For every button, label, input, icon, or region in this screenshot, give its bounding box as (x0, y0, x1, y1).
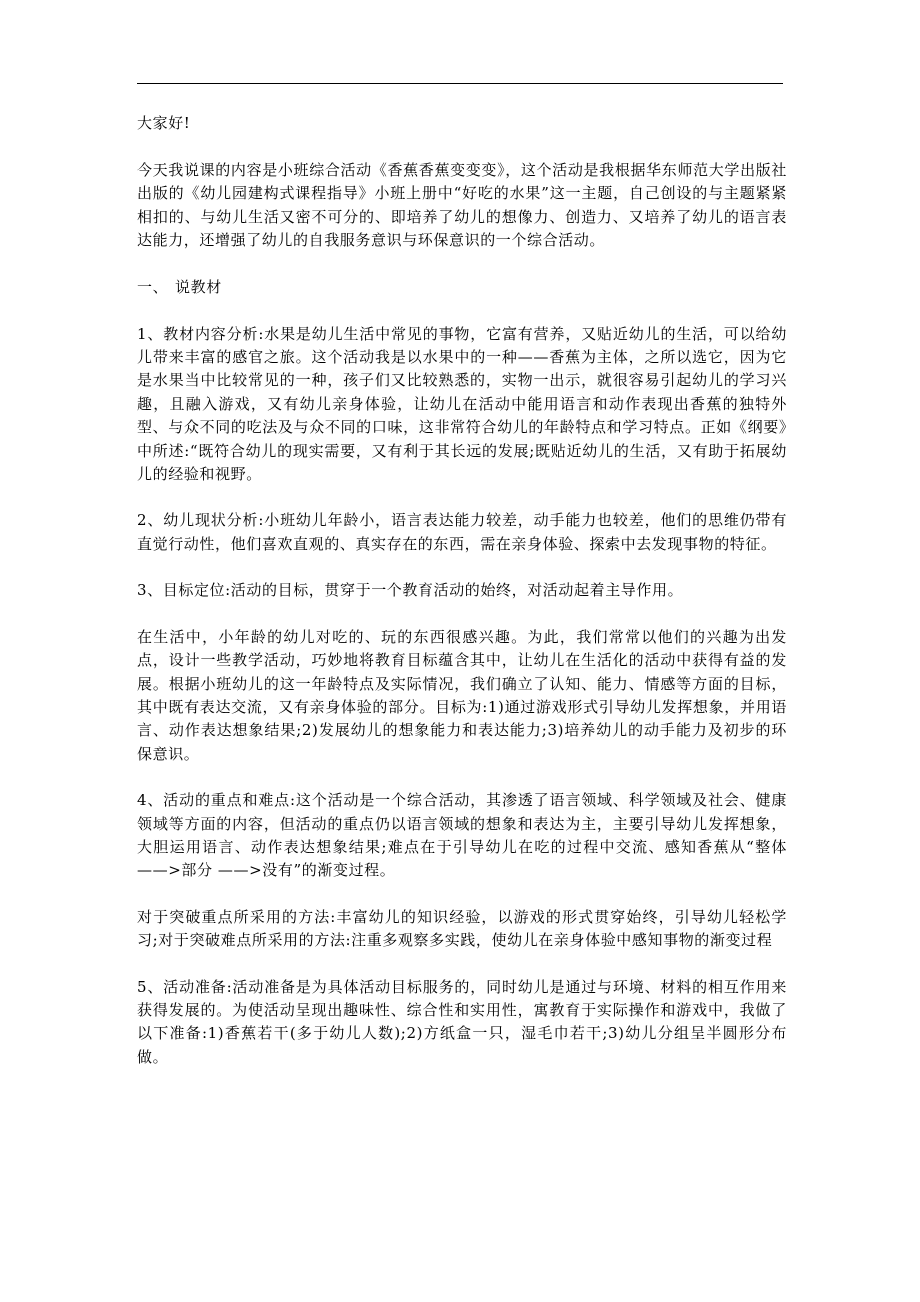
intro-paragraph: 今天我说课的内容是小班综合活动《香蕉香蕉变变变》，这个活动是我根据华东师范大学出版社出版的《幼儿园建构式课程指导》小班上册中“好吃的水果”这一主题，自己创设的与主题紧紧相扣的、与幼儿生活又密不可分的、即培养了幼儿的想像力、创造力、又培养了幼儿的语言表达能力，还增强了幼儿的自我服务意识与环保意识的一个综合活动。 (137, 161, 787, 250)
paragraph-key-points: 4、活动的重点和难点:这个活动是一个综合活动，其渗透了语言领域、科学领域及社会、健康领域等方面的内容，但活动的重点仍以语言领域的想象和表达为主，主要引导幼儿发挥想象，大胆运用语言、动作表达想象结果;难点在于引导幼儿在吃的过程中交流、感知香蕉从“整体——>部分 ——>没有”的渐变过程。 (137, 791, 787, 880)
paragraph-goals: 在生活中，小年龄的幼儿对吃的、玩的东西很感兴趣。为此，我们常常以他们的兴趣为出发点，设计一些教学活动，巧妙地将教育目标蕴含其中，让幼儿在生活化的活动中获得有益的发展。根据小班幼儿的这一年龄特点及实际情况，我们确立了认知、能力、情感等方面的目标，其中既有表达交流，又有亲身体验的部分。目标为:1)通过游戏形式引导幼儿发挥想象，并用语言、动作表达想象结果;2)发展幼儿的想象能力和表达能力;3)培养幼儿的动手能力及初步的环保意识。 (137, 627, 787, 763)
paragraph-methods: 对于突破重点所采用的方法:丰富幼儿的知识经验，以游戏的形式贯穿始终，引导幼儿轻松学习;对于突破难点所采用的方法:注重多观察多实践，使幼儿在亲身体验中感知事物的渐变过程 (137, 907, 787, 950)
paragraph-goal-positioning: 3、目标定位:活动的目标，贯穿于一个教育活动的始终，对活动起着主导作用。 (137, 581, 684, 600)
paragraph-material-analysis: 1、教材内容分析:水果是幼儿生活中常见的事物，它富有营养，又贴近幼儿的生活，可以给幼儿带来丰富的感官之旅。这个活动我是以水果中的一种——香蕉为主体，之所以选它，因为它是水果当中比较常见的一种，孩子们又比较熟悉的，实物一出示，就很容易引起幼儿的学习兴趣，且融入游戏，又有幼儿亲身体验，让幼儿在活动中能用语言和动作表现出香蕉的独特外型、与众不同的吃法及与众不同的口味，这非常符合幼儿的年龄特点和学习特点。正如《纲要》中所述:“既符合幼儿的现实需要，又有利于其长远的发展;既贴近幼儿的生活，又有助于拓展幼儿的经验和视野。 (137, 324, 787, 484)
section-heading (137, 276, 787, 299)
document-body (137, 112, 787, 1092)
section-number: 一、 (137, 277, 169, 296)
header-rule (137, 83, 783, 84)
paragraph-child-status: 2、幼儿现状分析:小班幼儿年龄小，语言表达能力较差，动手能力也较差，他们的思维仍带有直觉行动性，他们喜欢直观的、真实存在的东西，需在亲身体验、探索中去发现事物的特征。 (137, 511, 787, 553)
greeting: 大家好! (137, 114, 191, 132)
section-title: 说教材 (175, 277, 222, 296)
paragraph-preparation: 5、活动准备:活动准备是为具体活动目标服务的，同时幼儿是通过与环境、材料的相互作用来获得发展的。为使活动呈现出趣味性、综合性和实用性，寓教育于实际操作和游戏中，我做了以下准备:1)香蕉若干(多于幼儿人数);2)方纸盒一只，湿毛巾若干;3)幼儿分组呈半圆形分布做。 (137, 977, 787, 1066)
